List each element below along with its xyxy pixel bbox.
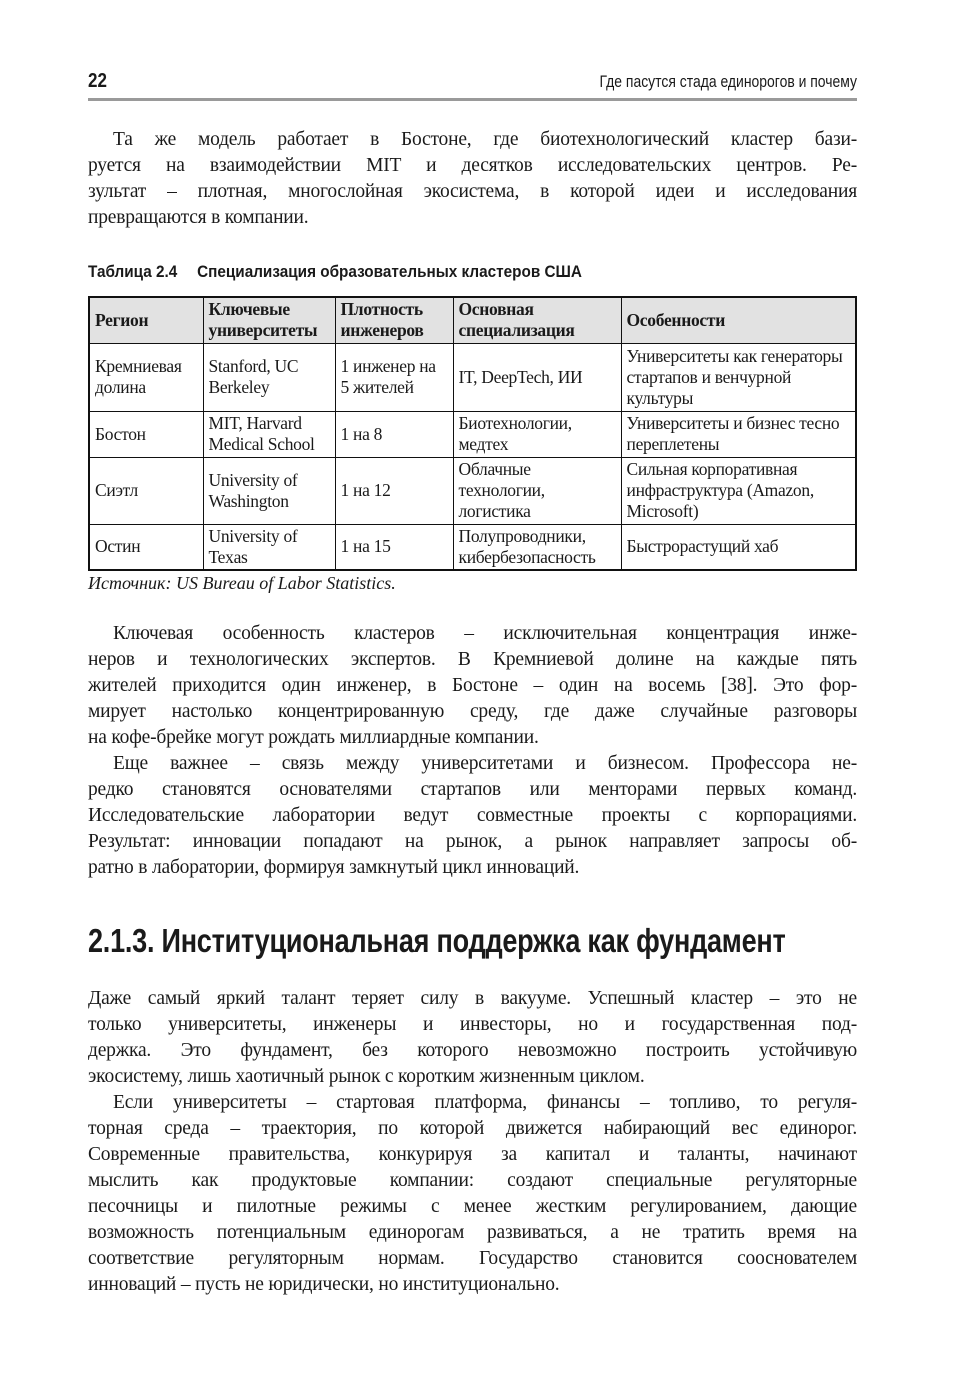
table-cell: Университеты как генераторы стартапов и венчурной культуры — [621, 343, 856, 411]
table-cell: 1 на 15 — [335, 524, 453, 570]
paragraph — [88, 621, 857, 751]
text-line: Еще важнее – связь между университетами и бизнесом. Профессора не- — [113, 753, 857, 774]
text-line: жителей приходится один инженер, в Бостоне – один на восемь [38]. Это фор- — [88, 675, 857, 696]
text-line: превращаются в компании. — [88, 207, 309, 228]
table-cell: Университеты и бизнес тесно переплетены — [621, 411, 856, 457]
text-line: Исследовательские лаборатории ведут совместные проекты с корпорациями. — [88, 805, 857, 826]
text-line: соответствие регуляторным нормам. Государство становится сооснователем — [88, 1248, 857, 1269]
column-header: Ключевые университеты — [203, 297, 335, 343]
table-number: Таблица 2.4 — [88, 262, 178, 281]
table-cell: MIT, Harvard Medical School — [203, 411, 335, 457]
table-cell: IT, DeepTech, ИИ — [453, 343, 621, 411]
table-cell: University of Texas — [203, 524, 335, 570]
text-line: Если университеты – стартовая платформа, финансы – топливо, то регуля- — [113, 1092, 857, 1113]
page-number: 22 — [88, 70, 107, 92]
text-line: неров и технологических экспертов. В Кремниевой долине на каждые пять — [88, 649, 857, 670]
table-cell: Биотехнологии, медтех — [453, 411, 621, 457]
table-cell: Кремниевая долина — [89, 343, 203, 411]
text-line: песочницы и пилотные режимы с менее жестким регулированием, дающие — [88, 1196, 857, 1217]
text-line: только университеты, инженеры и инвесторы, но и государственная под- — [88, 1014, 857, 1035]
table-row — [89, 411, 856, 457]
text-line: Даже самый яркий талант теряет силу в вакууме. Успешный кластер – это не — [88, 988, 857, 1009]
table-source: Источник: US Bureau of Labor Statistics. — [88, 573, 396, 593]
text-line: Та же модель работает в Бостоне, где биотехнологический кластер бази- — [113, 129, 857, 150]
paragraph — [88, 1090, 857, 1298]
section-heading: 2.1.3. Институциональная поддержка как фундамент — [88, 922, 786, 959]
table-row — [89, 457, 856, 524]
column-header: Особенности — [621, 297, 856, 343]
text-line: держка. Это фундамент, без которого невозможно построить устойчивую — [88, 1040, 857, 1061]
text-line: инноваций – пусть не юридически, но институционально. — [88, 1274, 560, 1295]
table-title: Специализация образовательных кластеров США — [197, 262, 582, 281]
text-line: редко становятся основателями стартапов или менторами первых команд. — [88, 779, 857, 800]
text-line: мыслить как продуктовые компании: создают специальные регуляторные — [88, 1170, 857, 1191]
column-header: Плотность инженеров — [335, 297, 453, 343]
table-cell: Stanford, UC Berkeley — [203, 343, 335, 411]
text-line: на кофе-брейке могут рождать миллиардные компании. — [88, 727, 539, 748]
table-cell: Сильная корпоративная инфраструктура (Amazon, Microsoft) — [621, 457, 856, 524]
running-title: Где пасутся стада единорогов и почему — [599, 72, 857, 91]
paragraph — [88, 127, 857, 231]
text-line: руется на взаимодействии MIT и десятков исследовательских центров. Ре- — [88, 155, 857, 176]
table-cell: 1 на 12 — [335, 457, 453, 524]
table-caption — [88, 262, 582, 282]
text-line: экосистему, лишь хаотичный рынок с коротким жизненным циклом. — [88, 1066, 645, 1087]
table-row — [89, 343, 856, 411]
text-line: торная среда – траектория, по которой движется набирающий вес единорог. — [88, 1118, 857, 1139]
text-line: Современные правительства, конкурируя за капитал и таланты, начинают — [88, 1144, 857, 1165]
table-row — [89, 524, 856, 570]
text-line: Результат: инновации попадают на рынок, а рынок направляет запросы об- — [88, 831, 857, 852]
text-line: возможность потенциальным единорогам развиваться, а не тратить время на — [88, 1222, 857, 1243]
clusters-table — [88, 296, 857, 571]
table-cell: Быстрорастущий хаб — [621, 524, 856, 570]
paragraph — [88, 751, 857, 881]
table-cell: Облачные технологии, логистика — [453, 457, 621, 524]
column-header: Основная специализация — [453, 297, 621, 343]
header-rule — [88, 98, 857, 101]
table-header-row — [89, 297, 856, 343]
table-cell: University of Washington — [203, 457, 335, 524]
table-cell: Бостон — [89, 411, 203, 457]
text-line: мирует настолько концентрированную среду, где даже случайные разговоры — [88, 701, 857, 722]
text-line: Ключевая особенность кластеров – исключительная концентрация инже- — [113, 623, 857, 644]
running-header — [88, 68, 857, 98]
table-cell: Остин — [89, 524, 203, 570]
paragraph — [88, 986, 857, 1090]
column-header: Регион — [89, 297, 203, 343]
text-line: ратно в лаборатории, формируя замкнутый цикл инноваций. — [88, 857, 580, 878]
table-cell: 1 инженер на 5 жителей — [335, 343, 453, 411]
table-cell: Сиэтл — [89, 457, 203, 524]
text-line: зультат – плотная, многослойная экосистема, в которой идеи и исследования — [88, 181, 857, 202]
table-cell: 1 на 8 — [335, 411, 453, 457]
table-cell: Полупроводники, кибербезопасность — [453, 524, 621, 570]
